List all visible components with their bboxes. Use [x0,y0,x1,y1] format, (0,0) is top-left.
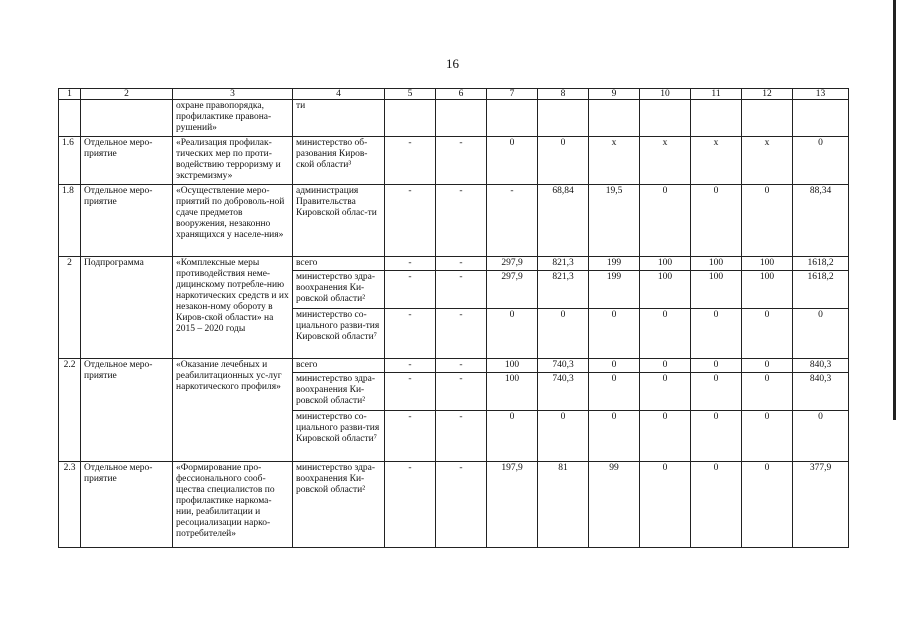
value-cell: 0 [742,185,793,257]
value-cell: - [385,137,436,185]
value-cell: 88,34 [793,185,849,257]
value-cell: 0 [742,359,793,373]
value-cell: 0 [589,359,640,373]
name-cell: «Формирование про-фессионального сооб-щества специалистов по профилактике наркома-нии, реабилитации и ресоциализации нарко-потребителей» [173,462,293,548]
type-cell: Отдельное меро-приятие [81,137,173,185]
value-cell: - [436,359,487,373]
header-cell: 11 [691,89,742,100]
header-cell: 9 [589,89,640,100]
value-cell: 100 [691,271,742,309]
value-cell: 100 [640,271,691,309]
value-cell: 0 [793,309,849,359]
value-cell: 0 [640,359,691,373]
table-row [59,185,849,257]
executor-cell: министерство здра-воохранения Ки-ровской области² [293,271,385,309]
value-cell: 0 [691,309,742,359]
type-cell: Отдельное меро-приятие [81,359,173,462]
value-cell: 840,3 [793,373,849,411]
program-table [58,88,849,548]
value-cell: - [436,462,487,548]
table-header-row [59,89,849,100]
value-cell: - [436,185,487,257]
value-cell: 0 [589,411,640,462]
value-cell: 0 [742,309,793,359]
num-cell: 1.8 [59,185,81,257]
value-cell: х [640,137,691,185]
header-cell: 8 [538,89,589,100]
value-cell: 0 [640,373,691,411]
name-cell: «Комплексные меры противодействия неме-дицинскому потребле-нию наркотических средств и их незакон-ному обороту в Киров-ской области» на 2015 – 2020 годы [173,257,293,359]
header-cell: 5 [385,89,436,100]
num-cell: 2 [59,257,81,359]
value-cell: 99 [589,462,640,548]
value-cell: - [385,359,436,373]
value-cell: 0 [487,411,538,462]
executor-cell: министерство об-разования Киров-ской области³ [293,137,385,185]
value-cell: 1618,2 [793,257,849,271]
value-cell: 0 [589,373,640,411]
header-cell: 2 [81,89,173,100]
value-cell: 100 [487,359,538,373]
value-cell: 0 [640,185,691,257]
value-cell: 0 [538,309,589,359]
type-cell: Подпрограмма [81,257,173,359]
executor-cell: министерство со-циального разви-тия Кировской области⁷ [293,309,385,359]
value-cell: 81 [538,462,589,548]
executor-cell: министерство со-циального разви-тия Кировской области⁷ [293,411,385,462]
value-cell: - [385,462,436,548]
value-cell: 199 [589,257,640,271]
num-cell: 2.2 [59,359,81,462]
executor-cell: ти [293,100,385,137]
value-cell: 1618,2 [793,271,849,309]
value-cell: 100 [742,271,793,309]
value-cell [436,100,487,137]
value-cell: 0 [589,309,640,359]
value-cell: - [385,271,436,309]
value-cell: 821,3 [538,257,589,271]
name-cell: «Оказание лечебных и реабилитационных ус-луг наркотического профиля» [173,359,293,462]
value-cell: 0 [742,373,793,411]
value-cell: 377,9 [793,462,849,548]
value-cell: - [385,411,436,462]
num-cell: 1.6 [59,137,81,185]
header-cell: 1 [59,89,81,100]
value-cell: 297,9 [487,271,538,309]
name-cell: «Осуществление меро-приятий по доброволь-ной сдаче предметов вооружения, незаконно хранящихся у населе-ния» [173,185,293,257]
type-cell [81,100,173,137]
value-cell: - [436,271,487,309]
value-cell: 100 [691,257,742,271]
value-cell: 68,84 [538,185,589,257]
value-cell [385,100,436,137]
value-cell: 0 [640,309,691,359]
value-cell: 0 [793,411,849,462]
value-cell: 0 [691,373,742,411]
value-cell: 0 [640,462,691,548]
value-cell: 0 [487,137,538,185]
name-cell: «Реализация профилак-тических мер по проти-водействию терроризму и экстремизму» [173,137,293,185]
value-cell: 100 [640,257,691,271]
value-cell [742,100,793,137]
value-cell: 0 [691,185,742,257]
executor-cell: всего [293,257,385,271]
value-cell: 0 [742,462,793,548]
value-cell: 19,5 [589,185,640,257]
executor-cell: министерство здра-воохранения Ки-ровской области² [293,462,385,548]
value-cell: - [436,257,487,271]
value-cell [487,100,538,137]
value-cell: 0 [640,411,691,462]
value-cell: - [436,137,487,185]
value-cell: 0 [538,137,589,185]
executor-cell: министерство здра-воохранения Ки-ровской области² [293,373,385,411]
value-cell: 740,3 [538,373,589,411]
value-cell: х [742,137,793,185]
num-cell: 2.3 [59,462,81,548]
table-row [59,462,849,548]
value-cell: х [589,137,640,185]
table-row [59,137,849,185]
value-cell: - [385,309,436,359]
value-cell: - [385,257,436,271]
page-number: 16 [446,56,459,71]
value-cell: 297,9 [487,257,538,271]
header-cell: 12 [742,89,793,100]
table-row [59,359,849,373]
header-cell: 10 [640,89,691,100]
scan-edge-line [893,0,896,420]
value-cell: 0 [793,137,849,185]
value-cell [691,100,742,137]
header-cell: 7 [487,89,538,100]
executor-cell: администрация Правительства Кировской облас-ти [293,185,385,257]
header-cell: 13 [793,89,849,100]
type-cell: Отдельное меро-приятие [81,462,173,548]
value-cell [538,100,589,137]
value-cell: 0 [691,462,742,548]
executor-cell: всего [293,359,385,373]
value-cell: - [436,309,487,359]
value-cell: 821,3 [538,271,589,309]
value-cell [589,100,640,137]
table-row [59,100,849,137]
value-cell: х [691,137,742,185]
table-row [59,257,849,271]
value-cell: - [436,373,487,411]
value-cell: - [487,185,538,257]
value-cell [640,100,691,137]
header-cell: 4 [293,89,385,100]
value-cell: 100 [487,373,538,411]
num-cell [59,100,81,137]
value-cell: 100 [742,257,793,271]
value-cell: - [385,373,436,411]
value-cell: 199 [589,271,640,309]
value-cell: 0 [691,359,742,373]
value-cell: - [385,185,436,257]
value-cell: 197,9 [487,462,538,548]
value-cell: 0 [691,411,742,462]
header-cell: 6 [436,89,487,100]
value-cell: - [436,411,487,462]
value-cell: 0 [742,411,793,462]
value-cell: 740,3 [538,359,589,373]
name-cell: охране правопорядка, профилактике правона-рушений» [173,100,293,137]
value-cell: 840,3 [793,359,849,373]
header-cell: 3 [173,89,293,100]
value-cell [793,100,849,137]
type-cell: Отдельное меро-приятие [81,185,173,257]
value-cell: 0 [487,309,538,359]
value-cell: 0 [538,411,589,462]
